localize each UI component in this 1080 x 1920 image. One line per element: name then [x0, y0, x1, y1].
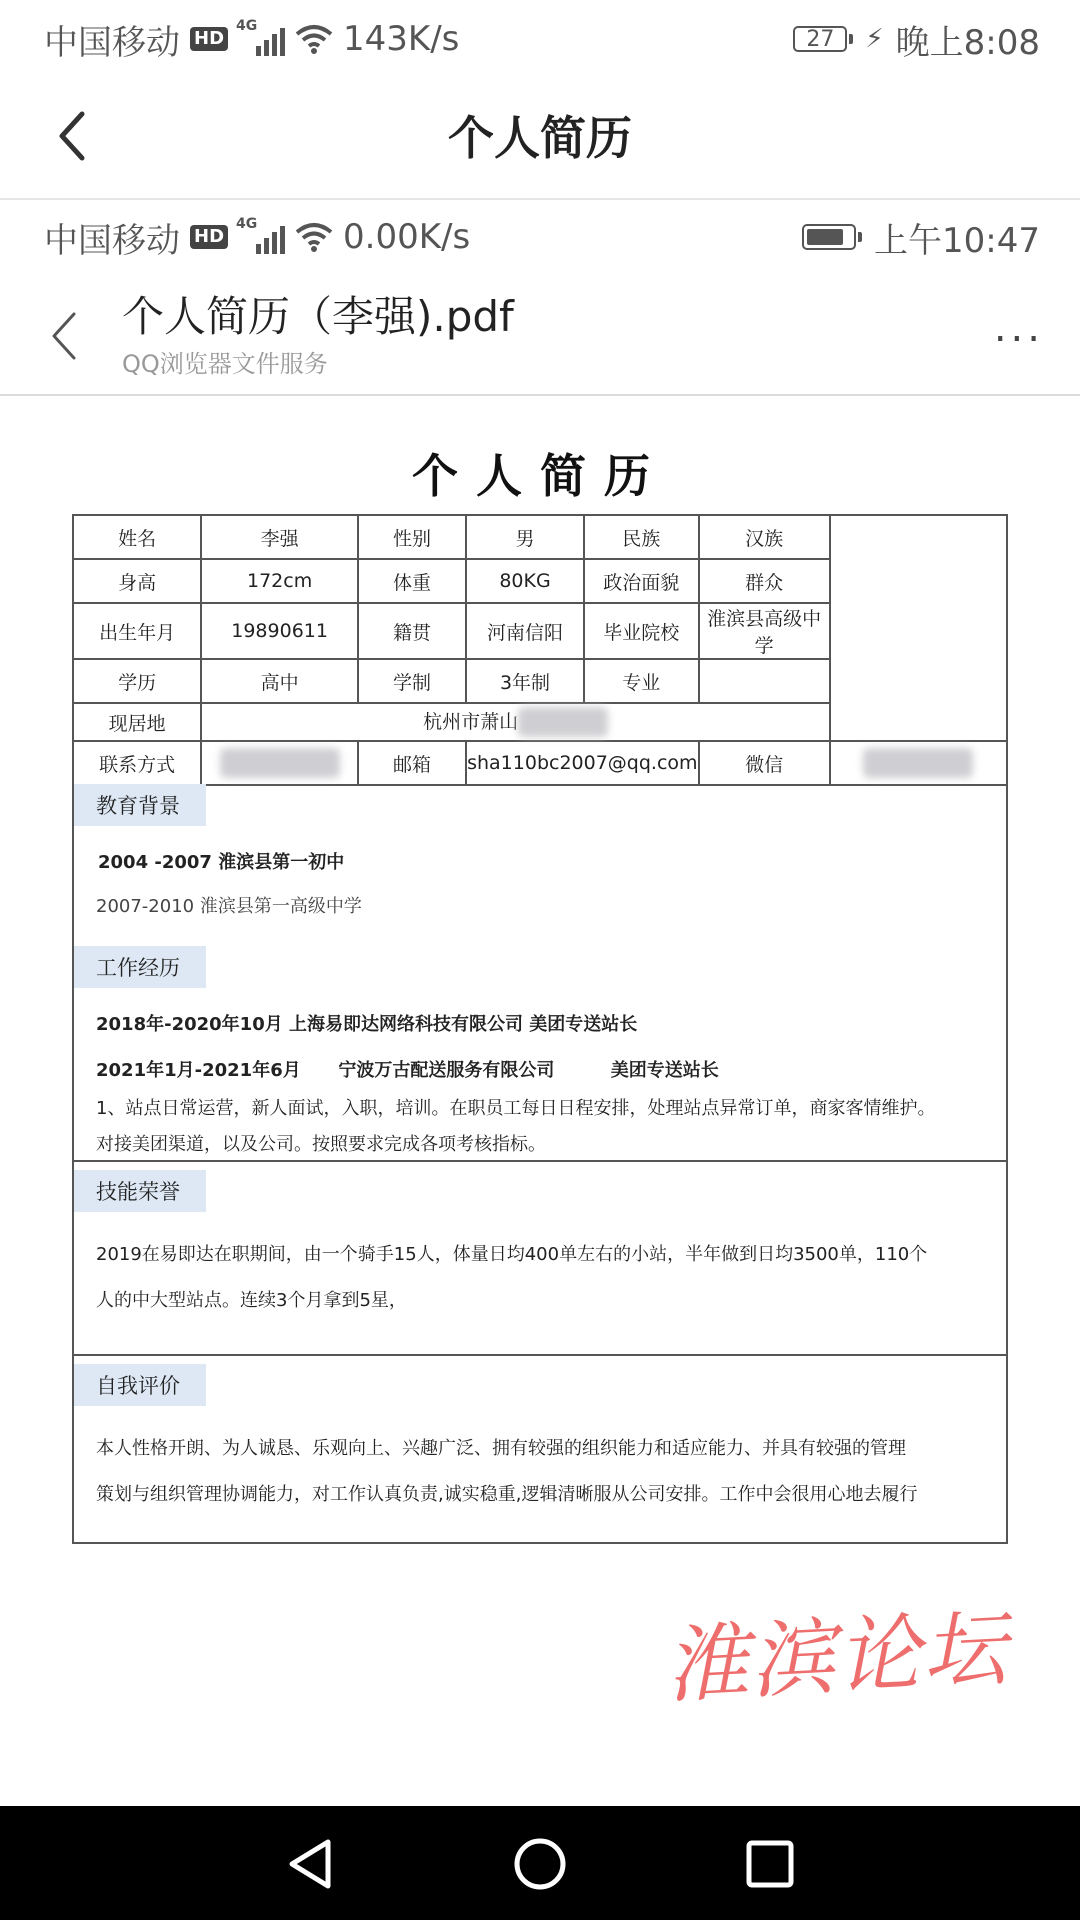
more-menu-icon[interactable]: ... — [993, 305, 1044, 351]
skills-text: 2019在易即达在职期间，由一个骑手15人，体量日均400单左右的小站，半年做到日均3500单，110个 — [96, 1244, 928, 1265]
clock: 晚上8:08 — [895, 22, 1040, 63]
table-cell: 男 — [466, 515, 584, 559]
file-header — [0, 274, 1080, 396]
network-speed: 0.00K/s — [343, 217, 471, 257]
self-evaluation-text: 策划与组织管理协调能力，对工作认真负责,诚实稳重,逻辑清晰服从公司安排。工作中会很用心地去履行 — [96, 1484, 918, 1505]
resume-title: 个人简历 — [412, 449, 668, 503]
home-circle-icon[interactable] — [510, 1836, 570, 1892]
wifi-icon — [295, 222, 333, 252]
table-cell: 高中 — [201, 659, 358, 703]
table-cell: 80KG — [466, 559, 584, 603]
work-description: 对接美团渠道，以及公司。按照要求完成各项考核指标。 — [96, 1134, 546, 1155]
table-cell: 河南信阳 — [466, 603, 584, 659]
file-title: 个人简历（李强).pdf — [122, 292, 514, 341]
redacted-blur — [220, 748, 340, 778]
education-section — [74, 776, 1006, 1160]
page-title: 个人简历 — [448, 111, 632, 165]
residence-value: 杭州市萧山 — [423, 710, 519, 733]
table-cell: 李强 — [201, 515, 358, 559]
skills-text: 人的中大型站点。连续3个月拿到5星， — [96, 1290, 407, 1311]
hd-icon: HD — [190, 225, 228, 249]
table-cell: 身高 — [73, 559, 201, 603]
signal-icon: 4G — [238, 22, 285, 56]
status-bar-top — [0, 2, 1080, 76]
table-cell: 学制 — [358, 659, 466, 703]
redacted-blur — [863, 748, 973, 778]
self-evaluation-section — [74, 1354, 1006, 1542]
table-cell: 性别 — [358, 515, 466, 559]
redacted-blur — [518, 707, 608, 737]
table-cell — [699, 659, 830, 703]
table-cell: 专业 — [584, 659, 699, 703]
table-cell: 学历 — [73, 659, 201, 703]
section-heading: 教育背景 — [74, 784, 206, 826]
table-cell: 19890611 — [201, 603, 358, 659]
wifi-icon — [295, 24, 333, 54]
education-line: 2004 -2007 淮滨县第一初中 — [98, 852, 345, 873]
section-heading: 工作经历 — [74, 946, 206, 988]
app-header — [0, 74, 1080, 200]
photo-cell — [830, 515, 1007, 741]
info-table — [72, 514, 1008, 786]
status-bar-inner — [0, 200, 1080, 274]
carrier-label: 中国移动 — [44, 22, 180, 63]
job-line: 2018年-2020年10月 上海易即达网络科技有限公司 美团专送站长 — [96, 1014, 638, 1035]
charging-icon: ⚡ — [865, 24, 884, 54]
email-value: sha110bc2007@qq.com — [466, 741, 698, 785]
file-subtitle: QQ浏览器文件服务 — [122, 350, 328, 378]
skills-section — [74, 1160, 1006, 1354]
table-cell: 172cm — [201, 559, 358, 603]
table-cell: 淮滨县高级中学 — [699, 603, 830, 659]
table-cell: 出生年月 — [73, 603, 201, 659]
email-label: 邮箱 — [358, 741, 466, 785]
back-triangle-icon[interactable] — [282, 1836, 342, 1892]
wechat-label: 微信 — [699, 741, 830, 785]
residence-label: 现居地 — [73, 703, 201, 741]
residence-value-cell — [201, 703, 829, 741]
clock: 上午10:47 — [874, 220, 1040, 261]
battery-icon — [802, 224, 862, 250]
forum-watermark: 淮滨论坛 — [662, 1599, 1011, 1715]
work-description: 1、站点日常运营，新人面试，入职，培训。在职员工每日日程安排，处理站点异常订单，商家客情维护。 — [96, 1098, 936, 1119]
job-line: 2021年1月-2021年6月 宁波万古配送服务有限公司 美团专送站长 — [96, 1060, 719, 1081]
carrier-label: 中国移动 — [44, 220, 180, 261]
system-nav-bar — [0, 1806, 1080, 1920]
section-heading: 自我评价 — [74, 1364, 206, 1406]
section-heading: 技能荣誉 — [74, 1170, 206, 1212]
network-speed: 143K/s — [343, 19, 460, 59]
signal-icon: 4G — [238, 220, 285, 254]
table-cell: 毕业院校 — [584, 603, 699, 659]
education-line: 2007-2010 淮滨县第一高级中学 — [96, 896, 362, 917]
hd-icon: HD — [190, 27, 228, 51]
recents-square-icon[interactable] — [740, 1836, 800, 1892]
table-cell: 群众 — [699, 559, 830, 603]
table-cell: 姓名 — [73, 515, 201, 559]
table-cell: 体重 — [358, 559, 466, 603]
table-cell: 籍贯 — [358, 603, 466, 659]
self-evaluation-text: 本人性格开朗、为人诚恳、乐观向上、兴趣广泛、拥有较强的组织能力和适应能力、并具有较强的管理 — [96, 1438, 906, 1459]
table-cell: 3年制 — [466, 659, 584, 703]
table-cell: 汉族 — [699, 515, 830, 559]
battery-icon: 27 — [793, 26, 853, 52]
table-cell: 政治面貌 — [584, 559, 699, 603]
resume-sections — [72, 776, 1008, 1544]
back-arrow-icon[interactable] — [44, 308, 84, 364]
table-cell: 民族 — [584, 515, 699, 559]
contact-label: 联系方式 — [73, 741, 201, 785]
table-row — [73, 515, 1007, 559]
